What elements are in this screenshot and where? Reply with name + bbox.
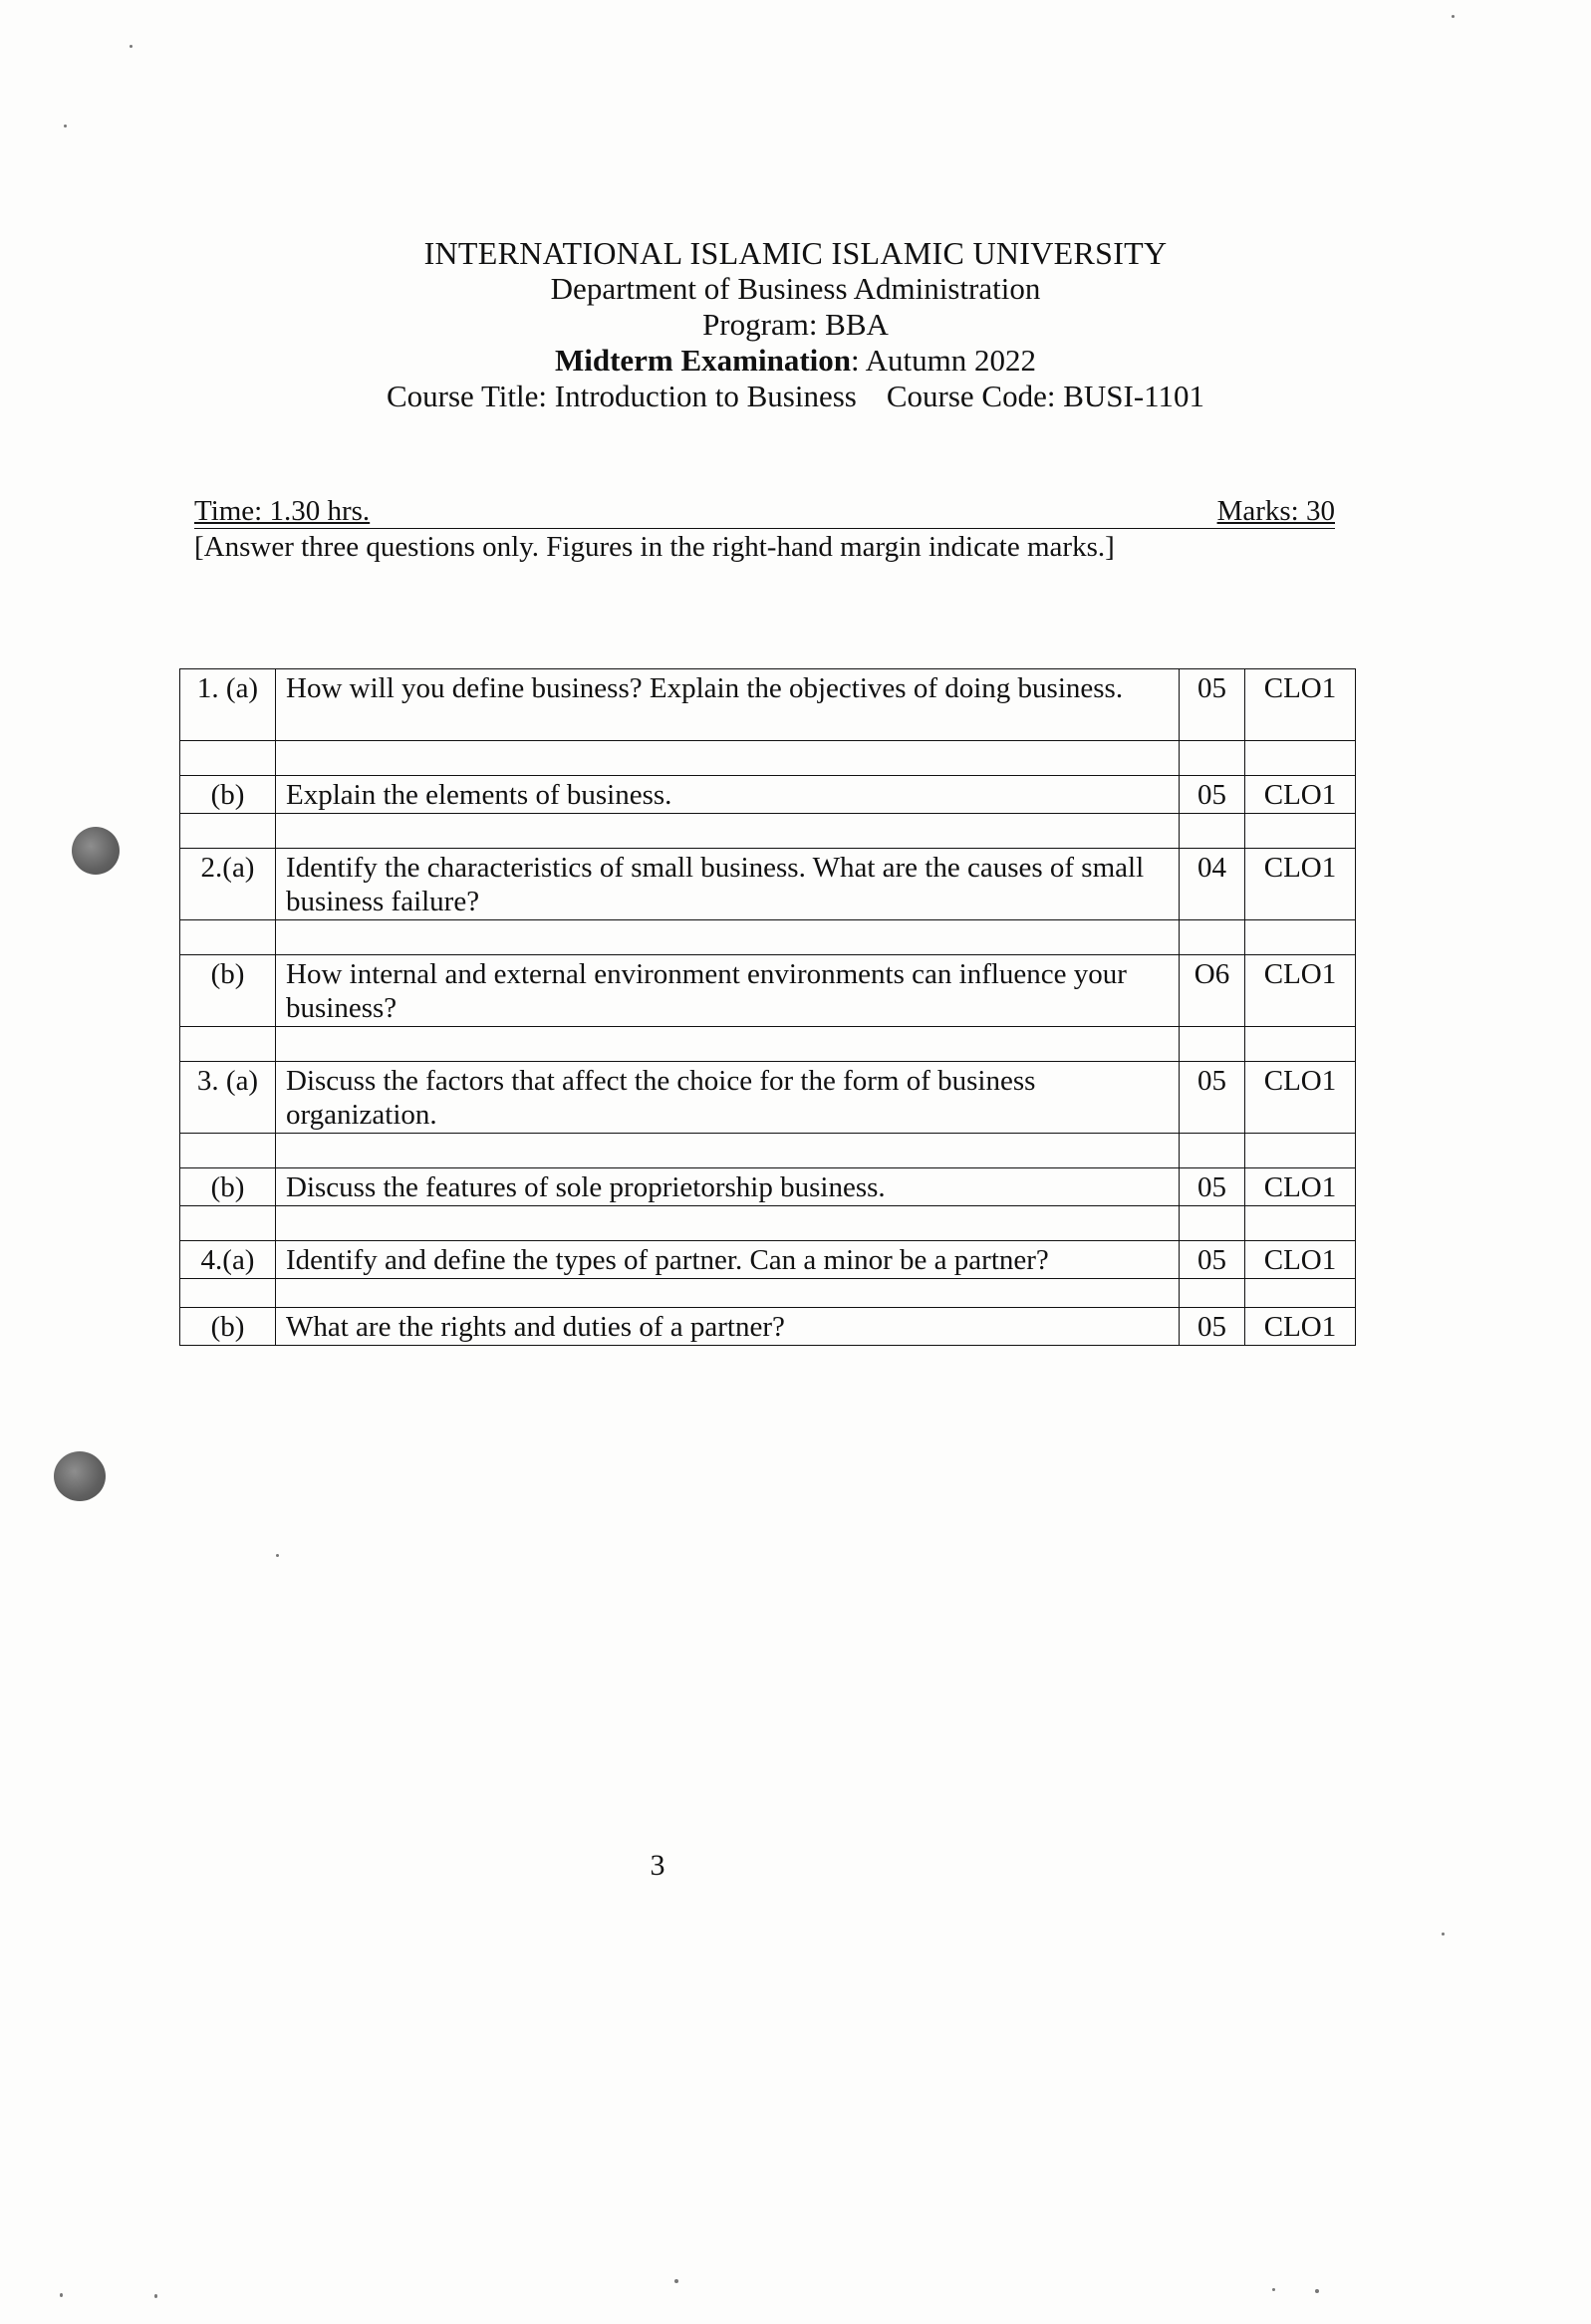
- question-number: (b): [180, 1168, 276, 1206]
- question-row: [180, 669, 1356, 741]
- question-marks: 05: [1180, 776, 1245, 814]
- question-row: [180, 1062, 1356, 1134]
- scan-speck: [1452, 15, 1455, 18]
- question-number: 3. (a): [180, 1062, 276, 1134]
- scan-speck: [154, 2294, 157, 2298]
- course-info: [0, 379, 1591, 414]
- question-number: 4.(a): [180, 1241, 276, 1279]
- question-clo: CLO1: [1245, 776, 1356, 814]
- exam-term: : Autumn 2022: [851, 343, 1037, 378]
- exam-instruction: [Answer three questions only. Figures in the right-hand margin indicate marks.]: [194, 531, 1115, 563]
- question-row: [180, 776, 1356, 814]
- question-marks: 05: [1180, 1308, 1245, 1346]
- scan-speck: [130, 45, 133, 48]
- question-marks: 05: [1180, 1241, 1245, 1279]
- questions-table: [179, 668, 1356, 1346]
- question-marks: 05: [1180, 1062, 1245, 1134]
- question-number: (b): [180, 955, 276, 1027]
- department-name: Department of Business Administration: [550, 271, 1041, 306]
- question-clo: CLO1: [1245, 1308, 1356, 1346]
- page-number: 3: [650, 1849, 665, 1882]
- question-marks: O6: [1180, 955, 1245, 1027]
- spacer-row: [180, 1027, 1356, 1062]
- question-number: 1. (a): [180, 669, 276, 741]
- punch-hole-mark: [72, 827, 120, 875]
- spacer-row: [180, 741, 1356, 776]
- scan-speck: [276, 1554, 279, 1557]
- question-marks: 05: [1180, 669, 1245, 741]
- question-text: Explain the elements of business.: [276, 776, 1180, 814]
- question-number: (b): [180, 1308, 276, 1346]
- course-code: Course Code: BUSI-1101: [886, 379, 1205, 413]
- question-marks: 04: [1180, 849, 1245, 920]
- question-number: (b): [180, 776, 276, 814]
- question-clo: CLO1: [1245, 849, 1356, 920]
- scan-speck: [64, 125, 67, 128]
- question-marks: 05: [1180, 1168, 1245, 1206]
- time-marks-row: [194, 494, 1335, 529]
- course-title: Course Title: Introduction to Business: [386, 379, 857, 413]
- exam-time: Time: 1.30 hrs.: [194, 495, 371, 527]
- punch-hole-mark: [54, 1451, 106, 1501]
- university-name: INTERNATIONAL ISLAMIC ISLAMIC UNIVERSITY: [423, 235, 1168, 271]
- scan-speck: [1272, 2288, 1275, 2291]
- scan-speck: [674, 2279, 678, 2283]
- question-row: [180, 1241, 1356, 1279]
- spacer-row: [180, 1134, 1356, 1168]
- question-text: What are the rights and duties of a partner?: [276, 1308, 1180, 1346]
- question-row: [180, 849, 1356, 920]
- question-text: How internal and external environment environments can influence your business?: [276, 955, 1180, 1027]
- question-row: [180, 955, 1356, 1027]
- spacer-row: [180, 920, 1356, 955]
- spacer-row: [180, 1279, 1356, 1308]
- exam-header: [0, 235, 1591, 414]
- question-clo: CLO1: [1245, 1168, 1356, 1206]
- question-text: Identify the characteristics of small business. What are the causes of small business failure?: [276, 849, 1180, 920]
- question-clo: CLO1: [1245, 1241, 1356, 1279]
- question-text: Identify and define the types of partner. Can a minor be a partner?: [276, 1241, 1180, 1279]
- question-text: How will you define business? Explain the objectives of doing business.: [276, 669, 1180, 741]
- total-marks: Marks: 30: [1216, 495, 1335, 527]
- question-row: [180, 1168, 1356, 1206]
- exam-title: [0, 343, 1591, 379]
- program-name: Program: BBA: [702, 307, 889, 342]
- question-row: [180, 1308, 1356, 1346]
- question-clo: CLO1: [1245, 669, 1356, 741]
- scan-speck: [1315, 2289, 1319, 2293]
- spacer-row: [180, 814, 1356, 849]
- question-clo: CLO1: [1245, 1062, 1356, 1134]
- question-text: Discuss the features of sole proprietorship business.: [276, 1168, 1180, 1206]
- spacer-row: [180, 1206, 1356, 1241]
- question-number: 2.(a): [180, 849, 276, 920]
- question-clo: CLO1: [1245, 955, 1356, 1027]
- exam-meta: [194, 494, 1335, 564]
- scan-speck: [60, 2293, 63, 2297]
- exam-label: Midterm Examination: [554, 343, 852, 378]
- question-text: Discuss the factors that affect the choice for the form of business organization.: [276, 1062, 1180, 1134]
- scan-speck: [1442, 1933, 1445, 1936]
